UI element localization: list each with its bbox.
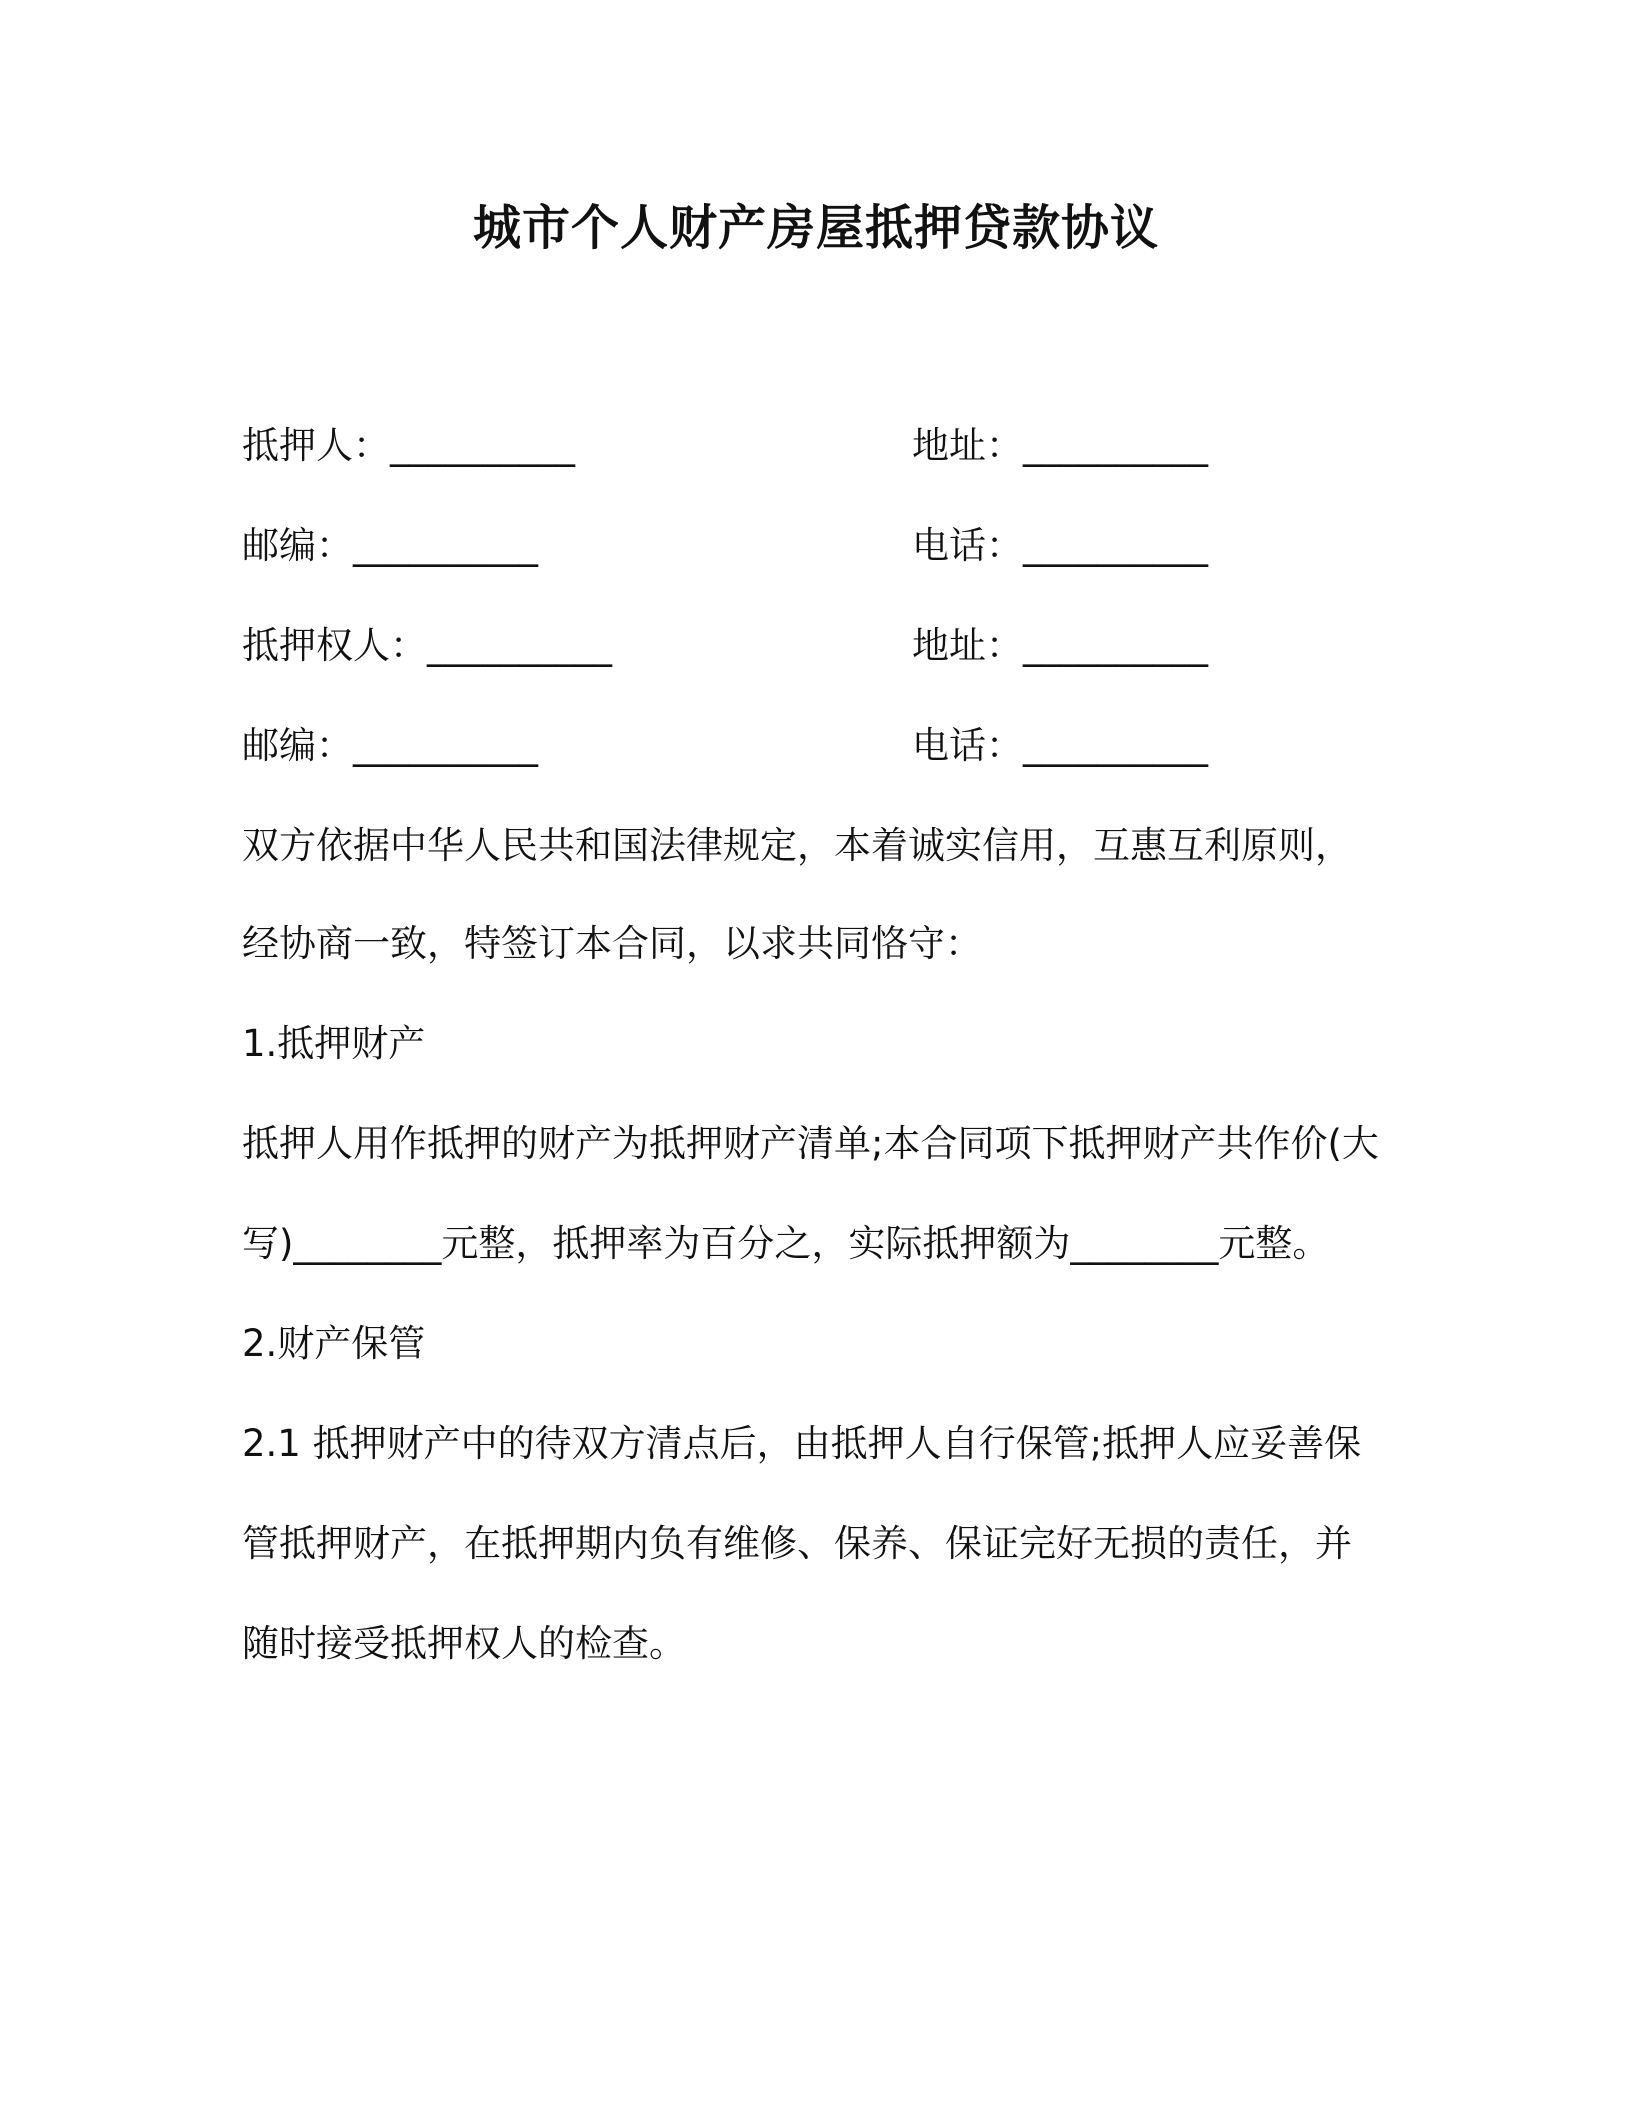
- mortgagor-field: 抵押人：__________: [242, 424, 575, 467]
- section-body-line: 写)________元整，抵押率为百分之，实际抵押额为________元整。: [242, 1222, 1330, 1265]
- mortgagee-address-field: 地址：__________: [912, 624, 1208, 667]
- section-body-line: 抵押人用作抵押的财产为抵押财产清单;本合同项下抵押财产共作价(大: [242, 1122, 1379, 1165]
- mortgagor-address-field: 地址：__________: [912, 424, 1208, 467]
- mortgagee-field: 抵押权人：__________: [242, 624, 612, 667]
- section-heading: 1.抵押财产: [242, 1022, 426, 1065]
- mortgagee-phone-field: 电话：__________: [912, 724, 1208, 767]
- document-title: 城市个人财产房屋抵押贷款协议: [472, 200, 1159, 256]
- section-body-line: 2.1 抵押财产中的待双方清点后，由抵押人自行保管;抵押人应妥善保: [242, 1422, 1362, 1465]
- preamble-line: 双方依据中华人民共和国法律规定，本着诚实信用，互惠互利原则，: [242, 824, 1352, 867]
- mortgagor-postcode-field: 邮编：__________: [242, 524, 538, 567]
- preamble-line: 经协商一致，特签订本合同，以求共同恪守：: [242, 922, 982, 965]
- section-body-line: 管抵押财产，在抵押期内负有维修、保养、保证完好无损的责任，并: [242, 1522, 1352, 1565]
- section-heading: 2.财产保管: [242, 1322, 426, 1365]
- mortgagor-phone-field: 电话：__________: [912, 524, 1208, 567]
- section-body-line: 随时接受抵押权人的检查。: [242, 1622, 686, 1665]
- mortgagee-postcode-field: 邮编：__________: [242, 724, 538, 767]
